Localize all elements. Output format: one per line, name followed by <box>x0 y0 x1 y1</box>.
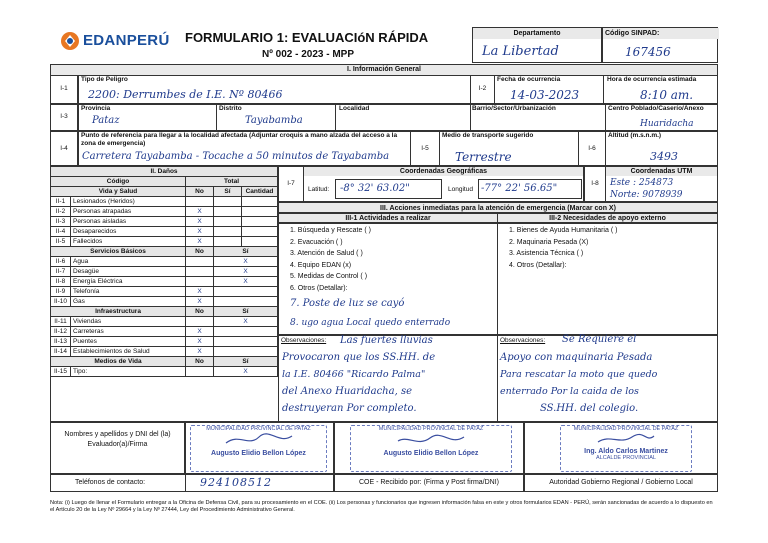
acciones-title: III. Acciones inmediatas para la atención de emergencia (Marcar con X) <box>278 202 718 213</box>
danos-table <box>50 166 278 377</box>
referencia-value: Carretera Tayabamba - Tocache a 50 minutos de Tayabamba <box>82 151 390 162</box>
row-label: Puentes <box>71 337 186 347</box>
danos-cantidad-header: Cantidad <box>242 187 278 197</box>
row-label: Agua <box>71 257 186 267</box>
signature-1-icon <box>224 433 294 447</box>
lon-label: Longitud <box>448 186 473 193</box>
row-code: II-4 <box>51 227 71 237</box>
obs1-line-5: destruyeran Por completo. <box>282 403 417 414</box>
row-i2-code: I-2 <box>478 85 487 92</box>
row-label: Fallecidos <box>71 237 186 247</box>
form-number: Nº 002 - 2023 - MPP <box>262 49 355 60</box>
row-label: Desagüe <box>71 267 186 277</box>
distrito-value: Tayabamba <box>245 115 303 126</box>
row-code: II-7 <box>51 267 71 277</box>
otros-detalle-1: 7. Poste de luz se cayó <box>290 298 405 309</box>
danos-no-header: No <box>186 187 214 197</box>
utm-label: Coordenadas UTM <box>606 167 717 176</box>
si-mark <box>214 327 278 337</box>
no-mark <box>186 277 214 287</box>
actividad-item: 5. Medidas de Control ( ) <box>290 273 368 280</box>
danos-title: II. Daños <box>51 167 278 177</box>
stamp-3-role: ALCALDE PROVINCIAL <box>596 455 656 461</box>
no-mark: X <box>186 347 214 357</box>
obs2-label: Observaciones: <box>500 337 546 344</box>
row-code: II-11 <box>51 317 71 327</box>
row-i6-code: I-6 <box>588 145 596 152</box>
utm-norte: Norte: 9078939 <box>610 190 683 200</box>
row-code: II-12 <box>51 327 71 337</box>
vida-row <box>51 197 278 207</box>
row-label: Energía Eléctrica <box>71 277 186 287</box>
medios-row <box>51 367 278 377</box>
section-general-title: I. Información General <box>51 65 717 76</box>
actividad-item: 3. Atención de Salud ( ) <box>290 250 363 257</box>
row-code: II-15 <box>51 367 71 377</box>
obs1-label: Observaciones: <box>281 337 327 344</box>
actividad-item: 1. Búsqueda y Rescate ( ) <box>290 227 371 234</box>
no-mark: X <box>186 337 214 347</box>
row-code: II-2 <box>51 207 71 217</box>
row-code: II-9 <box>51 287 71 297</box>
cantidad-cell <box>242 197 278 207</box>
obs2-line-3: Para rescatar la moto que quedo <box>500 369 658 380</box>
utm-este: Este : 254873 <box>610 178 674 188</box>
si-mark <box>214 197 242 207</box>
cantidad-cell <box>242 217 278 227</box>
row-i5-code: I-5 <box>421 145 429 152</box>
infra-no-header: No <box>186 307 214 317</box>
autoridad-label: Autoridad Gobierno Regional / Gobierno Local <box>549 479 693 486</box>
row-code: II-13 <box>51 337 71 347</box>
si-mark: X <box>214 267 278 277</box>
row-code: II-3 <box>51 217 71 227</box>
obs1-line-3: la I.E. 80466 "Ricardo Palma" <box>282 369 426 380</box>
peligro-value: 2200: Derrumbes de I.E. Nº 80466 <box>88 88 283 101</box>
necesidades-list <box>509 227 617 273</box>
obs1-line-1: Las fuertes lluvias <box>340 335 433 346</box>
stamp-3 <box>560 425 692 472</box>
row-code: II-6 <box>51 257 71 267</box>
no-mark: X <box>186 227 214 237</box>
localidad-label: Localidad <box>339 105 370 112</box>
si-mark <box>214 287 278 297</box>
sinpad-label: Código SINPAD: <box>603 28 719 39</box>
necesidades-title: III-2 Necesidades de apoyo externo <box>497 213 718 223</box>
stamp-2-org: MUNICIPALIDAD PROVINCIAL DE PATAZ <box>378 426 484 432</box>
medios-header: Medios de Vida <box>51 357 186 367</box>
sinpad-value: 167456 <box>625 45 671 59</box>
telefono-value: 924108512 <box>200 476 272 489</box>
basicos-row <box>51 277 278 287</box>
hora-value: 8:10 am. <box>640 88 694 102</box>
row-i4-divider <box>77 131 79 166</box>
cantidad-cell <box>242 227 278 237</box>
logo-text: EDANPERÚ <box>83 32 170 49</box>
geo-label: Coordenadas Geográficas <box>304 167 583 176</box>
basicos-no-header: No <box>186 247 214 257</box>
no-mark: X <box>186 297 214 307</box>
logo <box>60 30 170 52</box>
no-mark: X <box>186 217 214 227</box>
vida-row <box>51 217 278 227</box>
fecha-value: 14-03-2023 <box>510 88 580 102</box>
row-label: Gas <box>71 297 186 307</box>
no-mark <box>186 367 214 377</box>
row-label: Personas atrapadas <box>71 207 186 217</box>
no-mark: X <box>186 237 214 247</box>
obs2-line-4: enterrado Por la caida de los <box>500 386 639 397</box>
hora-label: Hora de ocurrencia estimada <box>607 76 697 83</box>
row-code: II-5 <box>51 237 71 247</box>
actividad-item: 4. Equipo EDAN (x) <box>290 261 352 269</box>
barrio-label: Barrio/Sector/Urbanización <box>472 105 556 112</box>
medios-si-header: Sí <box>214 357 278 367</box>
infra-row <box>51 337 278 347</box>
referencia-label: Punto de referencia para llegar a la localidad afectada (Adjuntar croquis a mano alzada del acceso a la zona de emergencia) <box>81 132 398 147</box>
basicos-header: Servicios Básicos <box>51 247 186 257</box>
row-code: II-14 <box>51 347 71 357</box>
lon-value: -77° 22' 56.65" <box>481 183 558 194</box>
row-code: II-8 <box>51 277 71 287</box>
row-i3-code: I-3 <box>60 113 68 120</box>
peligro-label: Tipo de Peligro <box>81 76 128 83</box>
row-label: Tipo: <box>71 367 186 377</box>
otros-detalle-2: 8. ugo agua Local quedo enterrado <box>290 318 451 328</box>
row-label: Personas aisladas <box>71 217 186 227</box>
infra-si-header: Sí <box>214 307 278 317</box>
dept-value: La Libertad <box>482 44 559 59</box>
si-mark: X <box>214 317 278 327</box>
dept-label: Departamento <box>473 28 601 39</box>
infra-row <box>51 317 278 327</box>
row-label: Telefonía <box>71 287 186 297</box>
vida-row <box>51 237 278 247</box>
si-mark: X <box>214 257 278 267</box>
necesidad-item: 1. Bienes de Ayuda Humanitaria ( ) <box>509 227 618 234</box>
si-mark <box>214 227 242 237</box>
danos-si-header: Sí <box>214 187 242 197</box>
basicos-row <box>51 297 278 307</box>
necesidad-item: 4. Otros (Detallar): <box>509 261 567 269</box>
si-mark <box>214 217 242 227</box>
row-code: II-10 <box>51 297 71 307</box>
row-code: II-1 <box>51 197 71 207</box>
altitud-label: Altitud (m.s.n.m.) <box>608 132 662 139</box>
row-label: Viviendas <box>71 317 186 327</box>
distrito-label: Distrito <box>219 105 242 112</box>
infra-row <box>51 347 278 357</box>
no-mark <box>186 257 214 267</box>
obs1-line-2: Provocaron que los SS.HH. de <box>282 352 436 363</box>
si-mark: X <box>214 277 278 287</box>
obs2-line-5: SS.HH. del colegio. <box>540 403 639 414</box>
necesidad-item: 2. Maquinaria Pesada (X) <box>509 238 589 246</box>
vida-row <box>51 207 278 217</box>
row-label: Carreteras <box>71 327 186 337</box>
altitud-value: 3493 <box>650 150 678 163</box>
row-i4-code: I-4 <box>60 145 68 152</box>
necesidad-item: 3. Asistencia Técnica ( ) <box>509 250 584 257</box>
stamp-3-org: MUNICIPALIDAD PROVINCIAL DE PATAZ <box>573 426 679 432</box>
basicos-si-header: Sí <box>214 247 278 257</box>
row-label: Establecimientos de Salud <box>71 347 186 357</box>
row-i8-code: I-8 <box>591 180 599 187</box>
si-mark <box>214 347 278 357</box>
actividades-list <box>290 227 371 296</box>
fecha-label: Fecha de ocurrencia <box>497 76 561 83</box>
basicos-row <box>51 267 278 277</box>
danos-total-header: Total <box>186 177 278 187</box>
centro-label: Centro Poblado/Caserío/Anexo <box>608 105 704 112</box>
si-mark <box>214 207 242 217</box>
infra-row <box>51 327 278 337</box>
transporte-label: Medio de transporte sugerido <box>442 132 534 139</box>
provincia-label: Provincia <box>81 105 111 112</box>
stamp-1-org: MUNICIPALIDAD PROVINCIAL DE PATAZ <box>206 426 311 432</box>
si-mark: X <box>214 367 278 377</box>
row-label: Lesionados (Heridos) <box>71 197 186 207</box>
obs2-line-2: Apoyo con maquinaria Pesada <box>500 352 653 363</box>
coe-label: COE - Recibido por: (Firma y Post firma/DNI) <box>358 479 500 486</box>
footer-note: Nota: (i) Luego de llenar el Formulario entregar a la Oficina de Defensa Civil, para su procesamiento en el COE. (ii) Los personas y funcionarios que ingresen información falsa en este y otros formularios EDAN - PERÚ, serán sancionadas de acuerdo a lo dispuesto en el Artículo 20 de la Ley Nº 29664 y la Ley Nº 27444, Ley del Procedimiento Administrativo General. <box>50 500 713 513</box>
form-title: FORMULARIO 1: EVALUACIóN RÁPIDA <box>185 30 429 45</box>
stamp-1 <box>190 425 327 472</box>
danos-vida-header: Vida y Salud <box>51 187 186 197</box>
lat-label: Latitud: <box>308 186 330 193</box>
no-mark: X <box>186 327 214 337</box>
logo-emblem-icon <box>60 31 80 51</box>
no-mark: X <box>186 207 214 217</box>
row-label: Desaparecidos <box>71 227 186 237</box>
basicos-row <box>51 287 278 297</box>
infra-header: Infraestructura <box>51 307 186 317</box>
transporte-value: Terrestre <box>455 150 512 164</box>
no-mark <box>186 317 214 327</box>
si-mark <box>214 237 242 247</box>
no-mark <box>186 267 214 277</box>
medios-no-header: No <box>186 357 214 367</box>
telefono-label: Teléfonos de contacto: <box>75 479 146 486</box>
basicos-row <box>51 257 278 267</box>
row-i3-divider <box>77 104 79 131</box>
row-i1-code: I-1 <box>60 85 68 92</box>
no-mark <box>186 197 214 207</box>
row-i7-code: I-7 <box>287 180 295 187</box>
signature-3-icon <box>596 433 656 445</box>
vida-row <box>51 227 278 237</box>
evaluador-label: Nombres y apellidos y DNI del (la) Evaluador(a)/Firma <box>64 431 171 448</box>
centro-value: Huaridacha <box>640 119 694 129</box>
lat-value: -8° 32' 63.02" <box>340 183 410 194</box>
stamp-2 <box>350 425 512 472</box>
cantidad-cell <box>242 237 278 247</box>
stamp-2-name: Augusto Elidio Bellon López <box>383 450 479 457</box>
provincia-value: Pataz <box>92 115 120 126</box>
obs1-line-4: del Anexo Huaridacha, se <box>282 386 412 397</box>
cantidad-cell <box>242 207 278 217</box>
danos-codigo-header: Código <box>51 177 186 187</box>
stamp-3-name: Ing. Aldo Carlos Martinez <box>584 448 668 455</box>
no-mark: X <box>186 287 214 297</box>
signature-2-icon <box>396 433 466 447</box>
row-i1-divider <box>77 75 79 104</box>
obs2-line-1: Se Requiere el <box>562 334 637 345</box>
si-mark <box>214 297 278 307</box>
si-mark <box>214 337 278 347</box>
actividad-item: 6. Otros (Detallar): <box>290 284 348 292</box>
actividades-title: III-1 Actividades a realizar <box>278 213 498 223</box>
stamp-1-name: Augusto Elidio Bellon López <box>211 450 306 457</box>
actividad-item: 2. Evacuación ( ) <box>290 238 343 246</box>
